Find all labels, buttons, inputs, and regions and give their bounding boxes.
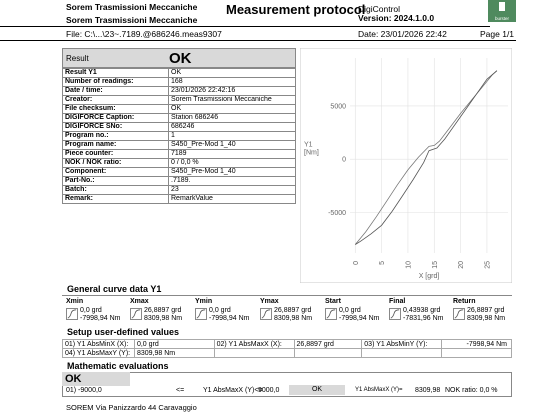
math-operator: <= bbox=[176, 387, 185, 394]
ud-value: 0,0 grd bbox=[134, 340, 214, 349]
result-key: Creator: bbox=[63, 96, 169, 105]
result-key: NOK / NOK ratio: bbox=[63, 159, 169, 168]
result-value: 23 bbox=[169, 186, 296, 195]
result-key: Program no.: bbox=[63, 132, 169, 141]
logo-mark-icon bbox=[488, 0, 516, 14]
result-row bbox=[63, 177, 296, 186]
company-name-secondary: Sorem Trasmissioni Meccaniche bbox=[66, 15, 198, 25]
curve-data-y: 8309,98 Nm bbox=[467, 315, 506, 322]
result-row bbox=[63, 141, 296, 150]
curve-data-x: 26,8897 grd bbox=[144, 307, 182, 314]
result-value: OK bbox=[169, 105, 296, 114]
result-key: Number of readings: bbox=[63, 78, 169, 87]
general-curve-title: General curve data Y1 bbox=[67, 284, 162, 294]
x-tick-label: 20 bbox=[458, 261, 466, 269]
company-name: Sorem Trasmissioni Meccaniche bbox=[66, 2, 198, 12]
x-axis-label: X [grd] bbox=[418, 273, 440, 280]
result-row bbox=[63, 105, 296, 114]
result-row bbox=[63, 69, 296, 78]
app-name: DigiControl bbox=[358, 4, 401, 14]
ud-empty bbox=[442, 349, 512, 358]
result-row bbox=[63, 87, 296, 96]
result-row bbox=[63, 168, 296, 177]
curve-icon bbox=[195, 308, 207, 320]
curve-data-cell bbox=[195, 298, 250, 322]
curve-data-label: Return bbox=[453, 298, 476, 305]
curve-data-x: 0,0 grd bbox=[339, 307, 361, 314]
result-value: 7189 bbox=[169, 150, 296, 159]
result-value: 1 bbox=[169, 132, 296, 141]
result-row bbox=[63, 123, 296, 132]
y-tick-label: 5000 bbox=[330, 103, 346, 111]
result-value: 0 / 0,0 % bbox=[169, 159, 296, 168]
ud-label: 04) Y1 AbsMaxY (Y): bbox=[63, 349, 135, 358]
app-version: Version: 2024.1.0.0 bbox=[358, 13, 435, 23]
header-divider-bottom bbox=[0, 40, 516, 41]
curve-data-label: Xmin bbox=[66, 298, 84, 305]
result-key: Piece counter: bbox=[63, 150, 169, 159]
curve-icon bbox=[453, 308, 465, 320]
file-path: File: C:\...\23~.7189.@686246.meas9307 bbox=[66, 29, 222, 39]
curve-data-cell bbox=[260, 298, 313, 322]
curve-data-label: Xmax bbox=[130, 298, 149, 305]
math-value: 8309,98 bbox=[415, 387, 441, 394]
curve-data-y: -7998,94 Nm bbox=[339, 315, 380, 322]
curve-data-x: 26,8897 grd bbox=[274, 307, 312, 314]
curve-data-label: Final bbox=[389, 298, 406, 305]
math-nok-ratio: NOK ratio: 0,0 % bbox=[445, 387, 498, 394]
curve-icon bbox=[66, 308, 78, 320]
curve-data-cell bbox=[130, 298, 183, 322]
result-row bbox=[63, 114, 296, 123]
result-row bbox=[63, 159, 296, 168]
user-defined-row bbox=[63, 349, 512, 358]
curve-data-y: 8309,98 Nm bbox=[274, 315, 313, 322]
curve-data-label: Ymin bbox=[195, 298, 213, 305]
result-header bbox=[62, 48, 296, 68]
result-row bbox=[63, 150, 296, 159]
ud-value: 8309,98 Nm bbox=[134, 349, 214, 358]
result-value: 23/01/2026 22:42:16 bbox=[169, 87, 296, 96]
document-title: Measurement protocol bbox=[226, 2, 366, 17]
protocol-date: Date: 23/01/2026 22:42 bbox=[358, 29, 447, 39]
page-number: Page 1/1 bbox=[480, 29, 515, 39]
force-curve-chart bbox=[300, 48, 512, 283]
y-axis-unit: [Nm] bbox=[304, 149, 319, 157]
y-axis-label: Y1 bbox=[304, 141, 313, 149]
curve-data-y: -7831,96 Nm bbox=[403, 315, 444, 322]
user-defined-table bbox=[62, 339, 512, 358]
result-key: Component: bbox=[63, 168, 169, 177]
result-key: Result Y1 bbox=[63, 69, 169, 78]
result-value: S450_Pre-Mod 1_40 bbox=[169, 141, 296, 150]
ud-empty bbox=[362, 349, 442, 358]
curve-data-cell bbox=[325, 298, 380, 322]
curve-data-y: 8309,98 Nm bbox=[144, 315, 183, 322]
result-key: DIGIFORCE Caption: bbox=[63, 114, 169, 123]
math-expression: Y1 AbsMaxX (Y)<= bbox=[203, 387, 263, 394]
x-tick-label: 25 bbox=[484, 261, 492, 269]
curve-data-x: 0,43938 grd bbox=[403, 307, 441, 314]
result-header-value: OK bbox=[169, 50, 192, 67]
x-tick-label: 0 bbox=[352, 261, 360, 265]
result-value: 686246 bbox=[169, 123, 296, 132]
ud-label: 02) Y1 AbsMaxX (X): bbox=[214, 340, 294, 349]
result-row bbox=[63, 186, 296, 195]
result-value: 168 bbox=[169, 78, 296, 87]
result-row bbox=[63, 195, 296, 204]
math-upper-limit: 9000,0 bbox=[258, 387, 280, 394]
curve-data-x: 0,0 grd bbox=[80, 307, 102, 314]
result-row bbox=[63, 132, 296, 141]
y-tick-label: 0 bbox=[342, 156, 346, 164]
result-key: Date / time: bbox=[63, 87, 169, 96]
curve-data-label: Start bbox=[325, 298, 341, 305]
burster-logo bbox=[488, 0, 516, 22]
result-key: Program name: bbox=[63, 141, 169, 150]
x-tick-label: 5 bbox=[379, 261, 387, 265]
result-value: .7189. bbox=[169, 177, 296, 186]
general-curve-divider bbox=[62, 295, 512, 296]
curve-data-cell bbox=[389, 298, 444, 322]
x-tick-label: 15 bbox=[431, 261, 439, 269]
y-tick-label: -5000 bbox=[328, 210, 346, 218]
footer-address: SOREM Via Panizzardo 44 Caravaggio bbox=[66, 403, 197, 412]
math-value-label: Y1 AbsMaxX (Y)= bbox=[355, 387, 403, 393]
user-defined-title: Setup user-defined values bbox=[67, 327, 180, 337]
result-row bbox=[63, 96, 296, 105]
result-key: Part-No.: bbox=[63, 177, 169, 186]
math-ok-badge: OK bbox=[289, 385, 345, 395]
result-table bbox=[62, 68, 296, 204]
curve-data-label: Ymax bbox=[260, 298, 279, 305]
curve-data-cell bbox=[66, 298, 121, 322]
logo-text: burster bbox=[494, 16, 509, 21]
result-value: Station 686246 bbox=[169, 114, 296, 123]
curve-data-cell bbox=[453, 298, 506, 322]
result-value: S450_Pre-Mod 1_40 bbox=[169, 168, 296, 177]
result-header-label: Result bbox=[66, 54, 89, 63]
result-value: OK bbox=[169, 69, 296, 78]
curve-icon bbox=[130, 308, 142, 320]
ud-value: 26,8897 grd bbox=[294, 340, 362, 349]
curve-data-x: 0,0 grd bbox=[209, 307, 231, 314]
result-row bbox=[63, 78, 296, 87]
math-result: OK bbox=[62, 372, 130, 386]
curve-icon bbox=[260, 308, 272, 320]
chart-frame bbox=[300, 48, 512, 283]
curve-data-y: -7998,94 Nm bbox=[80, 315, 121, 322]
ud-value: -7998,94 Nm bbox=[442, 340, 512, 349]
result-value: RemarkValue bbox=[169, 195, 296, 204]
math-lower-limit: 01) -9000,0 bbox=[66, 387, 102, 394]
curve-data-y: -7998,94 Nm bbox=[209, 315, 250, 322]
result-key: DIGIFORCE SNo: bbox=[63, 123, 169, 132]
curve-data-x: 26,8897 grd bbox=[467, 307, 505, 314]
curve-icon bbox=[325, 308, 337, 320]
ud-empty bbox=[294, 349, 362, 358]
header-divider bbox=[0, 26, 490, 27]
user-defined-row bbox=[63, 340, 512, 349]
ud-label: 03) Y1 AbsMinY (Y): bbox=[362, 340, 442, 349]
ud-empty bbox=[214, 349, 294, 358]
result-key: Batch: bbox=[63, 186, 169, 195]
result-value: Sorem Trasmissioni Meccaniche bbox=[169, 96, 296, 105]
math-title: Mathematic evaluations bbox=[67, 361, 169, 371]
ud-label: 01) Y1 AbsMinX (X): bbox=[63, 340, 135, 349]
x-tick-label: 10 bbox=[405, 261, 413, 269]
curve-icon bbox=[389, 308, 401, 320]
result-key: File checksum: bbox=[63, 105, 169, 114]
result-key: Remark: bbox=[63, 195, 169, 204]
